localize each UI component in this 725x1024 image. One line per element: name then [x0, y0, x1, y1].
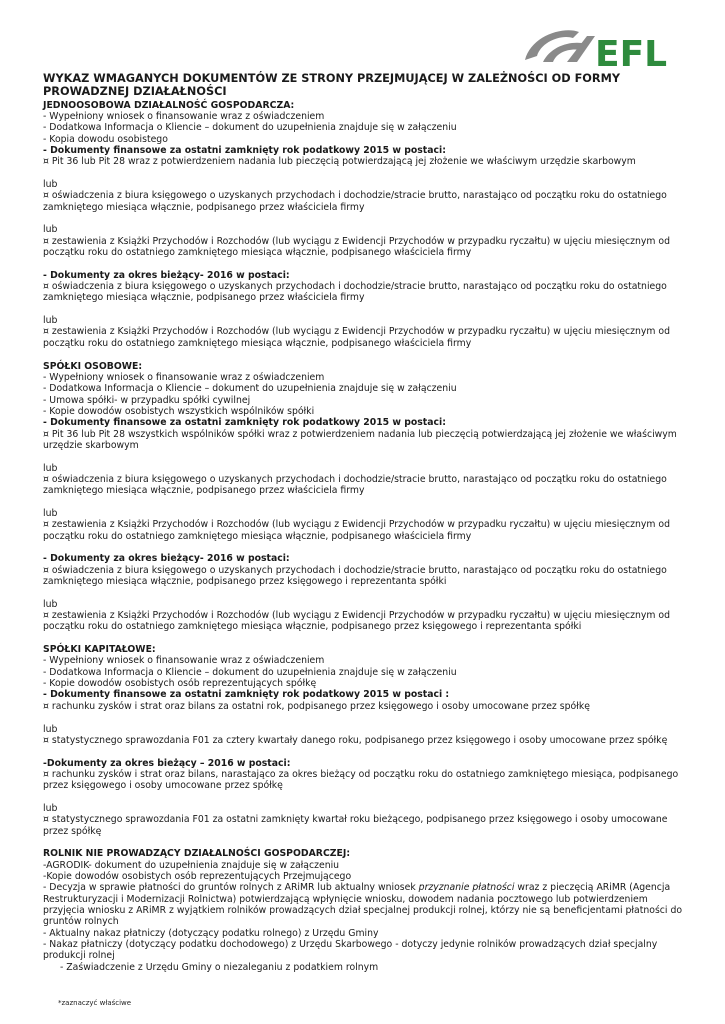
list-item: - Wypełniony wniosek o finansowanie wraz z oświadczeniem [43, 371, 325, 383]
subsection-heading: - Dokumenty za okres bieżący- 2016 w postaci: [43, 553, 290, 565]
subsection-heading: - Dokumenty finansowe za ostatni zamknięty rok podatkowy 2015 w postaci : [43, 689, 450, 701]
list-item: -AGRODIK- dokument do uzupełnienia znajduje się w załączeniu [43, 859, 340, 871]
list-item: - Aktualny nakaz płatniczy (dotyczący podatku rolnego) z Urzędu Gminy [43, 927, 379, 939]
list-item: ¤ oświadczenia z biura księgowego o uzyskanych przychodach i dochodzie/stracie brutto, narastająco od początku roku do ostatniego zamkniętego miesiąca włącznie, podpisanego przez księgowego i reprezentanta spółki [43, 564, 667, 588]
subsection-heading: - Dokumenty za okres bieżący- 2016 w postaci: [43, 269, 290, 281]
list-item: ¤ oświadczenia z biura księgowego o uzyskanych przychodach i dochodzie/stracie brutto, narastająco od początku roku do ostatniego zamkniętego miesiąca włącznie, podpisanego przez właściciela firmy [43, 190, 667, 213]
list-item: ¤ zestawienia z Książki Przychodów i Rozchodów (lub wyciągu z Ewidencji Przychodów w przypadku ryczałtu) w ujęciu miesięcznym od początku roku do ostatniego zamkniętego miesiąca włącznie, podpisanego właściciela firmy [43, 235, 671, 259]
list-item: ¤ Pit 36 lub Pit 28 wraz z potwierdzeniem nadania lub pieczęcią potwierdzającą jej złożenie we właściwym urzędzie skarbowym [43, 156, 636, 168]
list-item: ¤ rachunku zysków i strat oraz bilans za ostatni rok, podpisanego przez księgowego i osoby umocowane przez spółkę [43, 700, 590, 712]
or-label: lub [43, 224, 58, 236]
list-item: ¤ statystycznego sprawozdania F01 za ostatni zamknięty kwartał roku bieżącego, podpisanego przez księgowego i osoby umocowane przez spółkę [43, 814, 668, 837]
section-heading: SPÓŁKI KAPITAŁOWE: [43, 644, 156, 656]
list-item: ¤ zestawienia z Książki Przychodów i Rozchodów (lub wyciągu z Ewidencji Przychodów w przypadku ryczałtu) w ujęciu miesięcznym od początku roku do ostatniego zamkniętego miesiąca włącznie, podpisanego przez księgowego i reprezentanta spółki [43, 610, 671, 633]
list-item-decyzja [43, 882, 683, 927]
list-item: - Dodatkowa Informacja o Kliencie – dokument do uzupełnienia znajduje się w załączeniu [43, 383, 457, 395]
section-heading: ROLNIK NIE PROWADZĄCY DZIAŁALNOŚCI GOSPODARCZEJ: [43, 848, 351, 860]
list-item: - Wypełniony wniosek o finansowanie wraz z oświadczeniem [43, 110, 325, 122]
list-item: ¤ rachunku zysków i strat oraz bilans, narastająco za okres bieżący od początku roku do ostatniego zamkniętego miesiąca, podpisanego przez księgowego i osoby umocowane przez spółkę [43, 768, 679, 792]
section-spolki-osobowe [43, 361, 683, 633]
list-item: - Kopia dowodu osobistego [43, 133, 168, 145]
page-title: WYKAZ WMAGANYCH DOKUMENTÓW ZE STRONY PRZEJMUJĄCEJ W ZALEŻNOŚCI OD FORMY PROWADZNEJ DZIAŁAŁNOŚCI [43, 72, 621, 98]
section-rolnik [43, 848, 683, 973]
footnote: *zaznaczyć właściwe [58, 999, 132, 1007]
list-item: - Nakaz płatniczy (dotyczący podatku dochodowego) z Urzędu Skarbowego - dotyczy jedynie rolników prowadzących dział specjalny produkcji rolnej [43, 939, 658, 962]
subsection-heading: -Dokumenty za okres bieżący – 2016 w postaci: [43, 757, 291, 769]
section-heading: JEDNOOSOBOWA DZIAŁALNOŚĆ GOSPODARCZA: [43, 99, 295, 111]
or-label: lub [43, 723, 58, 735]
or-label: lub [43, 598, 58, 610]
section-jdg [43, 100, 683, 350]
list-item: ¤ oświadczenia z biura księgowego o uzyskanych przychodach i dochodzie/stracie brutto, narastająco od początku roku do ostatniego zamkniętego miesiąca włącznie, podpisanego przez właściciela firmy [43, 473, 667, 497]
list-item: - Umowa spółki- w przypadku spółki cywilnej [43, 394, 251, 406]
list-item: - Dodatkowa Informacja o Kliencie – dokument do uzupełnienia znajduje się w załączeniu [43, 666, 457, 678]
list-item: ¤ zestawienia z Książki Przychodów i Rozchodów (lub wyciągu z Ewidencji Przychodów w przypadku ryczałtu) w ujęciu miesięcznym od początku roku do ostatniego zamkniętego miesiąca włącznie, podpisanego właściciela firmy [43, 326, 671, 349]
subsection-heading: - Dokumenty finansowe za ostatni zamknięty rok podatkowy 2015 w postaci: [43, 417, 446, 429]
list-item: ¤ statystycznego sprawozdania F01 za cztery kwartały danego roku, podpisanego przez księgowego i osoby umocowane przez spółkę [43, 734, 668, 746]
document-body [43, 73, 683, 973]
list-item: - Dodatkowa Informacja o Kliencie – dokument do uzupełnienia znajduje się w załączeniu [43, 122, 457, 134]
list-item: - Kopie dowodów osobistych osób reprezentujących spółkę [43, 678, 317, 690]
list-item: - Wypełniony wniosek o finansowanie wraz z oświadczeniem [43, 655, 325, 667]
list-item: ¤ Pit 36 lub Pit 28 wszystkich wspólników spółki wraz z potwierdzeniem nadania lub pieczęcią potwierdzającą jej złożenie we właściwym urzędzie skarbowym [43, 428, 677, 451]
or-label: lub [43, 179, 58, 190]
efl-logo [517, 22, 677, 74]
section-spolki-kapitalowe [43, 644, 683, 837]
list-item: - Zaświadczenie z Urzędu Gminy o niezaleganiu z podatkiem rolnym [60, 961, 379, 973]
or-label: lub [43, 802, 58, 814]
decyzja-text-rest: wraz z pieczęcią ARiMR (Agencja Restrukturyzacji i Modernizacji Rolnictwa) potwierdzającą wpłynięcie wniosku, dowodem nadania pocztowego lub potwierdzeniem przyjęcia wniosku z ARiMR z wyjątkiem rolników prowadzących dział specjalnej produkcji rolnej, którzy nie są beneficjentami płatności do gruntów rolnych [43, 882, 683, 928]
or-label: lub [43, 507, 58, 519]
list-item: -Kopie dowodów osobistych osób reprezentujących Przejmującego [43, 870, 352, 882]
or-label: lub [43, 462, 58, 474]
subsection-heading: - Dokumenty finansowe za ostatni zamknięty rok podatkowy 2015 w postaci: [43, 144, 446, 156]
list-item: ¤ oświadczenia z biura księgowego o uzyskanych przychodach i dochodzie/stracie brutto, narastająco od początku roku do ostatniego zamkniętego miesiąca włącznie, podpisanego przez właściciela firmy [43, 281, 667, 304]
list-item: ¤ zestawienia z Książki Przychodów i Rozchodów (lub wyciągu z Ewidencji Przychodów w przypadku ryczałtu) w ujęciu miesięcznym od początku roku do ostatniego zamkniętego miesiąca włącznie, podpisanego właściciela firmy [43, 519, 671, 542]
decyzja-text: - Decyzja w sprawie płatności do gruntów rolnych z ARiMR lub aktualny wniosek [43, 882, 419, 894]
list-item: - Kopie dowodów osobistych wszystkich wspólników spółki [43, 405, 315, 417]
logo-text: EFL [595, 34, 668, 74]
section-heading: SPÓŁKI OSOBOWE: [43, 360, 143, 372]
decyzja-italic: przyznanie płatności [418, 882, 515, 894]
or-label: lub [43, 315, 58, 327]
